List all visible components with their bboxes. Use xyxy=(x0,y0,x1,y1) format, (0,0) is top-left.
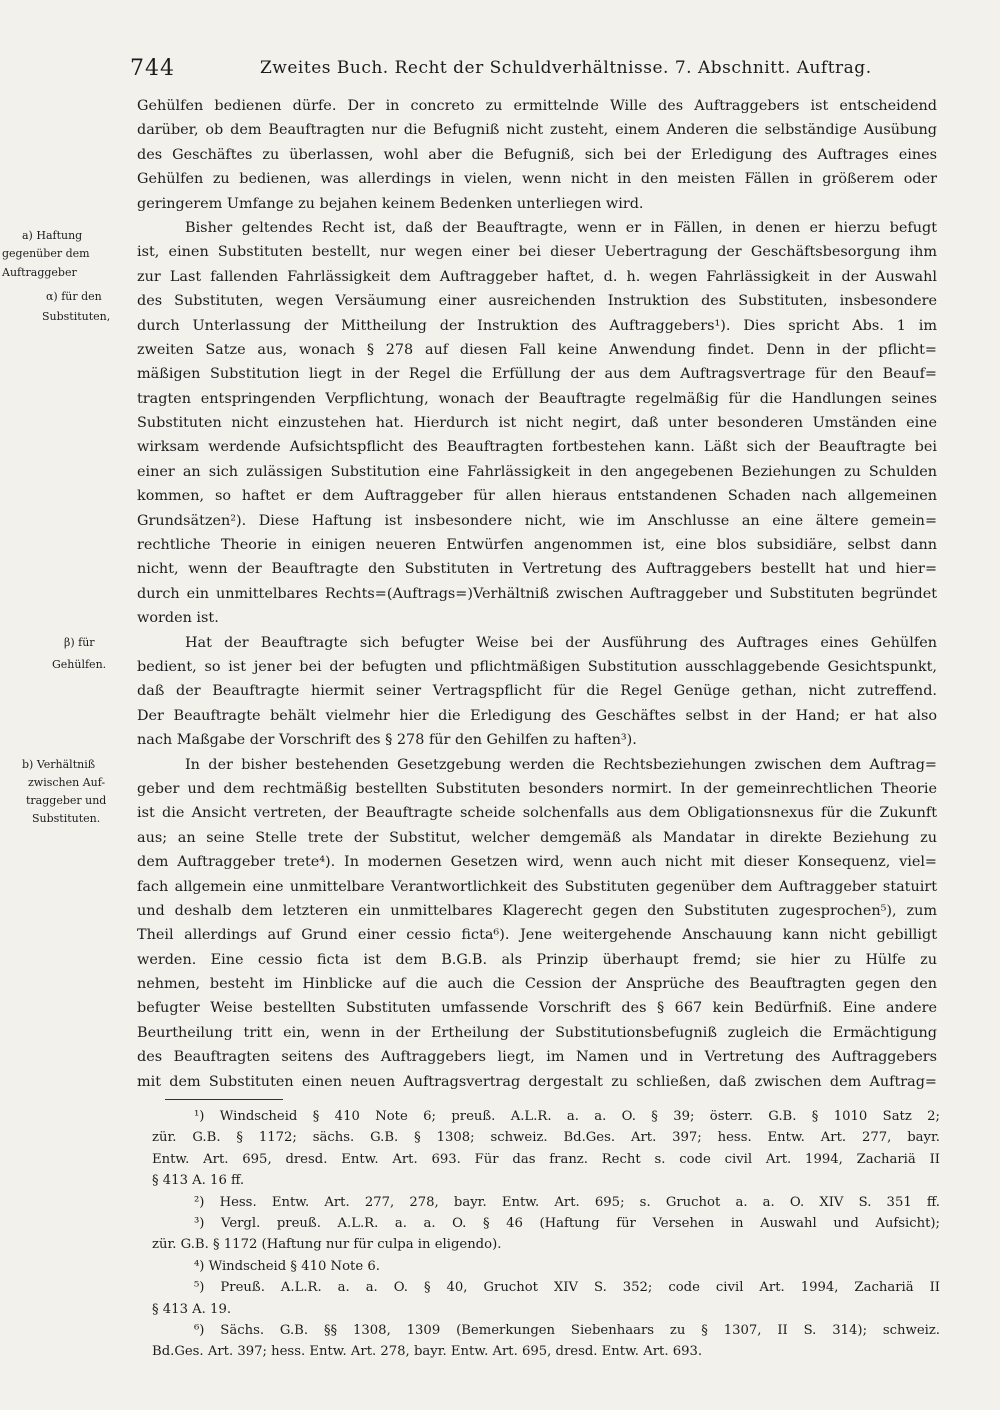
footnote-line: § 413 A. 19. xyxy=(152,1301,232,1317)
text-line: bedient, so ist jener bei der befugten und pflichtmäßigen Substitution ausschlaggebende Gesichtspunkt, xyxy=(137,658,937,675)
margin-note: Auftraggeber xyxy=(2,266,77,279)
footnotes xyxy=(152,1106,940,1363)
margin-note: b) Verhältniß xyxy=(22,758,96,771)
text-line: aus; an seine Stelle trete der Substitut, welcher demgemäß als Mandatar in direkte Beziehung zu xyxy=(137,829,937,846)
text-line: einer an sich zulässigen Substitution eine Fahrlässigkeit in den angegebenen Beziehungen zu Schulden xyxy=(137,463,937,480)
page-number: 744 xyxy=(130,56,175,81)
footnote-line: § 413 A. 16 ff. xyxy=(152,1173,245,1189)
footnote-line: ⁶) Sächs. G.B. §§ 1308, 1309 (Bemerkungen Siebenhaars zu § 1307, II S. 314); schweiz. xyxy=(194,1322,940,1338)
text-line: geber und dem rechtmäßig bestellten Substituten besonders normirt. In der gemeinrechtlichen Theorie xyxy=(137,780,937,797)
footnote-line: ³) Vergl. preuß. A.L.R. a. a. O. § 46 (Haftung für Versehen in Auswahl und Aufsicht); xyxy=(194,1215,940,1231)
text-line: worden ist. xyxy=(137,610,219,627)
text-line: mäßigen Substitution liegt in der Regel die Erfüllung der aus dem Auftragsvertrage für den Beauf= xyxy=(137,366,937,383)
text-line: Beurtheilung tritt ein, wenn in der Ertheilung der Substitutionsbefugniß zugleich die Ermächtigung xyxy=(137,1024,937,1041)
text-line: durch ein unmittelbares Rechts=(Auftrags=)Verhältniß zwischen Auftraggeber und Substituten begründet xyxy=(137,585,937,602)
footnote-line: zür. G.B. § 1172 (Haftung nur für culpa in eligendo). xyxy=(152,1237,502,1253)
text-line: geringerem Umfange zu bejahen keinem Bedenken unterliegen wird. xyxy=(137,195,644,212)
margin-note: β) für xyxy=(64,636,95,649)
text-line: Grundsätzen²). Diese Haftung ist insbesondere nicht, wie im Anschlusse an eine ältere gemein= xyxy=(137,512,937,529)
text-line: nicht, wenn der Beauftragte den Substituten in Vertretung des Auftraggebers bestellt hat und hier= xyxy=(137,561,937,578)
text-line: ist, einen Substituten bestellt, nur wegen einer bei dieser Uebertragung der Geschäftsbesorgung ihm xyxy=(137,244,937,261)
text-line: zweiten Satze aus, wonach § 278 auf diesen Fall keine Anwendung findet. Denn in der pflicht= xyxy=(137,341,937,358)
text-line: tragten entspringenden Verpflichtung, wonach der Beauftragte regelmäßig für die Handlungen seines xyxy=(137,390,937,407)
margin-note: zwischen Auf- xyxy=(28,776,106,789)
text-line: dem Auftraggeber trete⁴). In modernen Gesetzen wird, wenn auch nicht mit dieser Konsequenz, viel= xyxy=(137,854,937,871)
text-line: zur Last fallenden Fahrlässigkeit dem Auftraggeber haftet, d. h. wegen Fahrlässigkeit in der Auswahl xyxy=(137,268,937,285)
text-line: des Beauftragten seitens des Auftraggebers liegt, im Namen und in Vertretung des Auftraggebers xyxy=(137,1049,937,1066)
running-head: Zweites Buch. Recht der Schuldverhältnisse. 7. Abschnitt. Auftrag. xyxy=(260,58,872,78)
text-line: darüber, ob dem Beauftragten nur die Befugniß nicht zusteht, einem Anderen die selbständige Ausübung xyxy=(137,122,937,139)
page-header xyxy=(130,56,950,84)
text-line: rechtliche Theorie in einigen neueren Entwürfen angenommen ist, eine blos subsidiäre, selbst dann xyxy=(137,537,937,554)
text-line: Theil allerdings auf Grund einer cessio ficta⁶). Jene weitergehende Anschauung kann nicht gebilligt xyxy=(137,927,937,944)
text-line: fach allgemein eine unmittelbare Verantwortlichkeit des Substituten gegenüber dem Auftraggeber statuirt xyxy=(137,878,937,895)
text-line: durch Unterlassung der Mittheilung der Instruktion des Auftraggebers¹). Dies spricht Abs. 1 im xyxy=(137,317,937,334)
text-line: Gehülfen zu bedienen, was allerdings in vielen, wenn nicht in den meisten Fällen in größerem oder xyxy=(137,171,937,188)
margin-note: a) Haftung xyxy=(22,229,83,242)
text-line: nach Maßgabe der Vorschrift des § 278 für den Gehilfen zu haften³). xyxy=(137,732,637,749)
margin-note: Substituten. xyxy=(32,812,101,825)
footnote-line: ²) Hess. Entw. Art. 277, 278, bayr. Entw. Art. 695; s. Gruchot a. a. O. XIV S. 351 ff. xyxy=(194,1194,940,1210)
margin-note: traggeber und xyxy=(26,794,107,807)
text-line: Der Beauftragte behält vielmehr hier die Erledigung des Geschäftes selbst in der Hand; er hat also xyxy=(137,707,937,724)
text-line: ist die Ansicht vertreten, der Beauftragte scheide solchenfalls aus dem Obligationsnexus für die Zukunft xyxy=(137,805,937,822)
footnote-divider xyxy=(165,1099,283,1100)
footnote-line: ¹) Windscheid § 410 Note 6; preuß. A.L.R. a. a. O. § 39; österr. G.B. § 1010 Satz 2; xyxy=(194,1109,940,1124)
text-line: Bisher geltendes Recht ist, daß der Beauftragte, wenn er in Fällen, in denen er hierzu befugt xyxy=(185,219,937,236)
text-line: werden. Eine cessio ficta ist dem B.G.B. als Prinzip überhaupt fremd; sie hier zu Hülfe zu xyxy=(137,951,937,968)
footnote-line: ⁴) Windscheid § 410 Note 6. xyxy=(194,1258,380,1274)
text-line: Gehülfen bedienen dürfe. Der in concreto zu ermittelnde Wille des Auftraggebers ist entscheidend xyxy=(137,98,937,114)
text-line: des Substituten, wegen Versäumung einer ausreichenden Instruktion des Substituten, insbesondere xyxy=(137,293,937,310)
footnote-line: ⁵) Preuß. A.L.R. a. a. O. § 40, Gruchot XIV S. 352; code civil Art. 1994, Zachariä II xyxy=(194,1280,940,1296)
text-line: nehmen, besteht im Hinblicke auf die auch die Cession der Ansprüche des Beauftragten gegen den xyxy=(137,976,937,993)
text-line: befugter Weise bestellten Substituten umfassende Vorschrift des § 667 kein Bedürfniß. Eine andere xyxy=(137,1000,937,1017)
margin-note: gegenüber dem xyxy=(2,247,90,260)
body-text xyxy=(137,94,937,1094)
footnote-line: zür. G.B. § 1172; sächs. G.B. § 1308; schweiz. Bd.Ges. Art. 397; hess. Entw. Art. 277, bayr. xyxy=(152,1130,940,1146)
text-line: In der bisher bestehenden Gesetzgebung werden die Rechtsbeziehungen zwischen dem Auftrag= xyxy=(185,756,937,773)
text-line: daß der Beauftragte hiermit seiner Vertragspflicht für die Regel Genüge gethan, nicht zutreffend. xyxy=(137,683,937,700)
footnote-line: Bd.Ges. Art. 397; hess. Entw. Art. 278, bayr. Entw. Art. 695, dresd. Entw. Art. 693. xyxy=(152,1344,703,1360)
text-line: Hat der Beauftragte sich befugter Weise bei der Ausführung des Auftrages eines Gehülfen xyxy=(185,634,937,651)
text-line: Substituten nicht einzustehen hat. Hierdurch ist nicht negirt, daß unter besonderen Umständen eine xyxy=(137,415,937,432)
text-line: wirksam werdende Aufsichtspflicht des Beauftragten fortbestehen kann. Läßt sich der Beauftragte bei xyxy=(137,439,937,456)
margin-note: α) für den xyxy=(46,290,102,303)
footnote-line: Entw. Art. 695, dresd. Entw. Art. 693. Für das franz. Recht s. code civil Art. 1994, Zachariä II xyxy=(152,1151,940,1167)
margin-note: Substituten, xyxy=(42,310,111,323)
text-line: und deshalb dem letzteren ein unmittelbares Klagerecht gegen den Substituten zugesprochen⁵), zum xyxy=(137,902,937,919)
text-line: des Geschäftes zu überlassen, wohl aber die Befugniß, sich bei der Erledigung des Auftrages eines xyxy=(137,146,937,163)
text-line: kommen, so haftet er dem Auftraggeber für allen hieraus entstandenen Schaden nach allgemeinen xyxy=(137,488,937,505)
text-line: mit dem Substituten einen neuen Auftragsvertrag dergestalt zu schließen, daß zwischen dem Auftrag= xyxy=(137,1073,937,1090)
margin-note: Gehülfen. xyxy=(52,658,107,671)
